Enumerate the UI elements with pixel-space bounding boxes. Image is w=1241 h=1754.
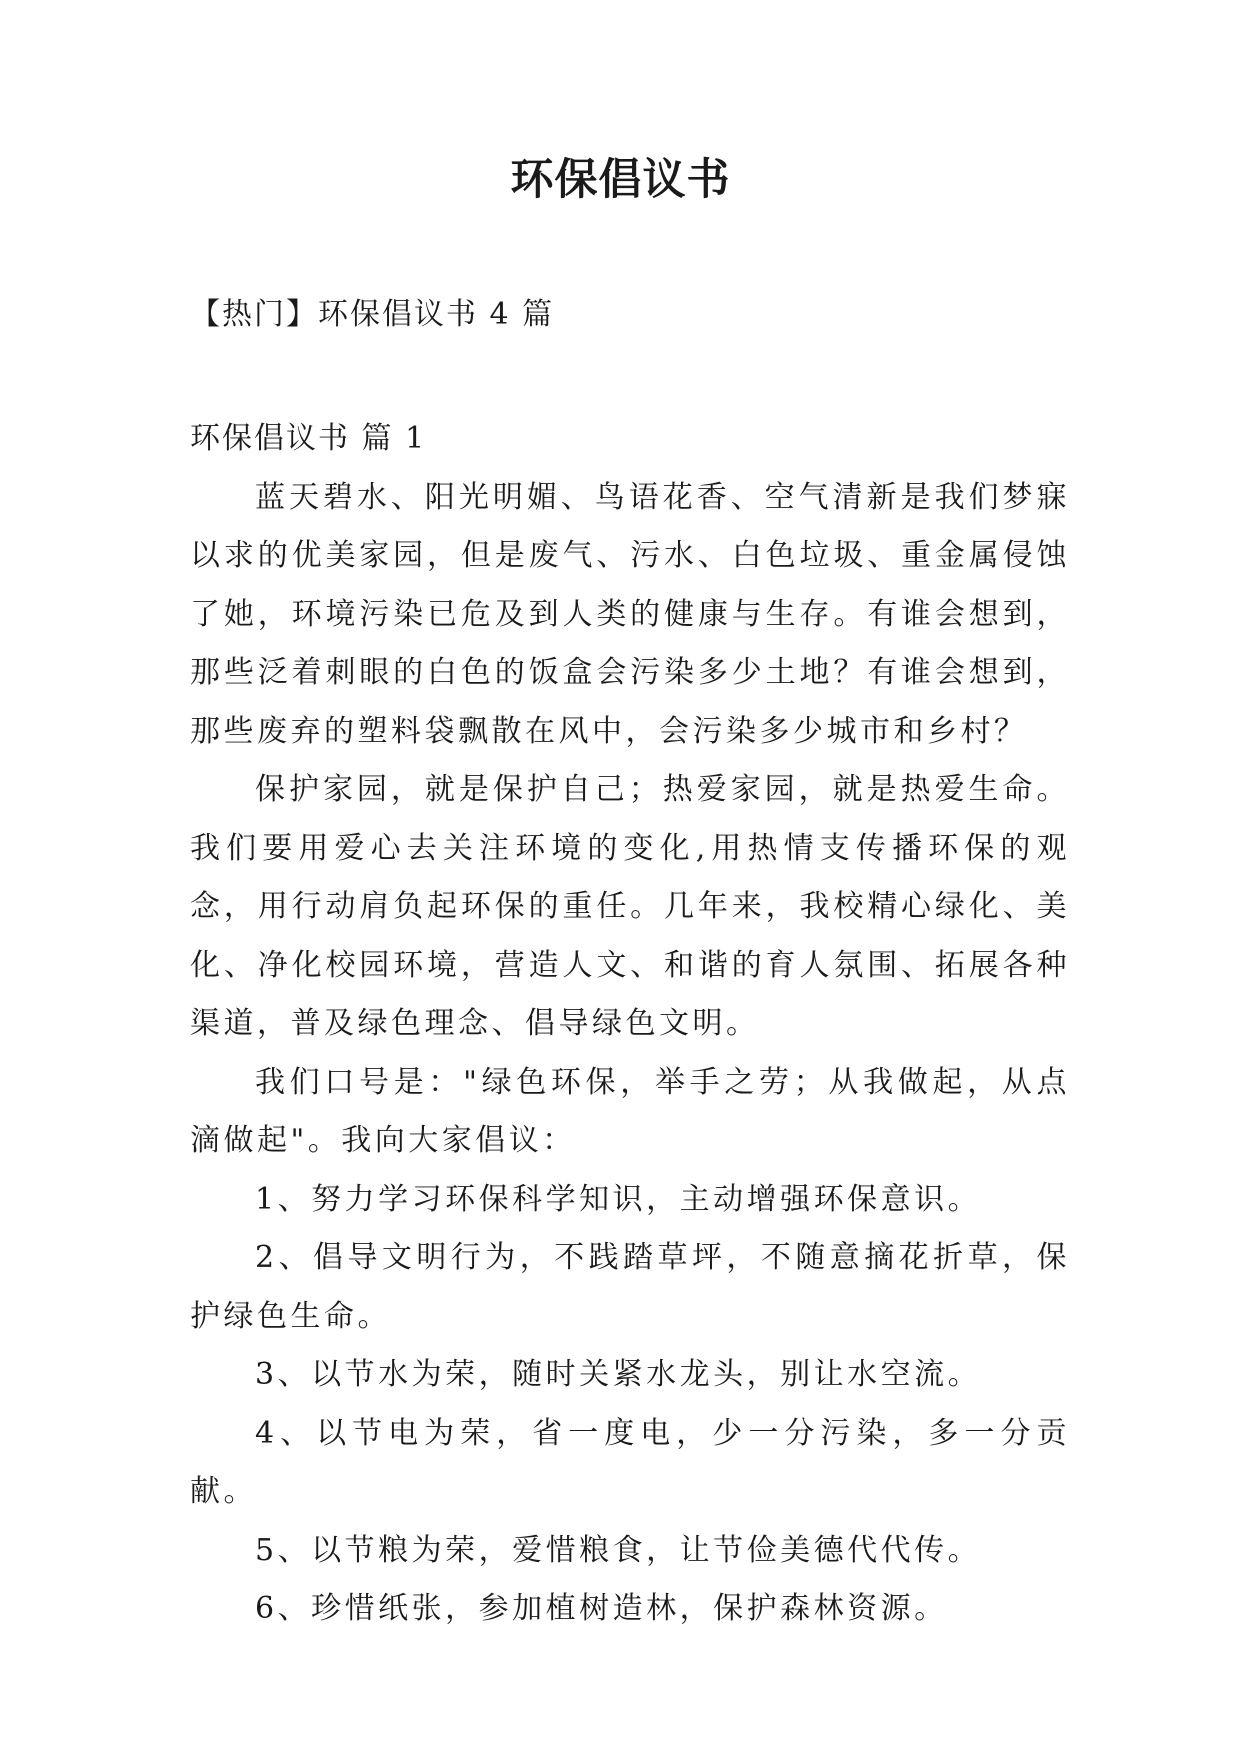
document-subtitle: 【热门】环保倡议书 4 篇	[190, 297, 555, 332]
proposal-item-3: 3、以节水为荣，随时关紧水龙头，别让水空流。	[255, 1357, 982, 1392]
paragraph-intro: 蓝天碧水、阳光明媚、鸟语花香、空气清新是我们梦寐以求的优美家园，但是废气、污水、白色垃圾、重金属侵蚀了她，环境污染已危及到人类的健康与生存。有谁会想到，那些泛着刺眼的白色的饭盒会污染多少土地？有谁会想到，那些废弃的塑料袋飘散在风中，会污染多少城市和乡村？	[190, 479, 1070, 749]
proposal-item-6: 6、珍惜纸张，参加植树造林，保护森林资源。	[255, 1591, 948, 1626]
proposal-item-5: 5、以节粮为荣，爱惜粮食，让节俭美德代代传。	[255, 1532, 982, 1568]
paragraph-slogan: 我们口号是："绿色环保，举手之劳；从我做起，从点滴做起"。我向大家倡议：	[190, 1064, 1070, 1158]
proposal-item-2: 2、倡导文明行为，不践踏草坪，不随意摘花折草，保护绿色生命。	[190, 1240, 1070, 1334]
proposal-item-1: 1、努力学习环保科学知识，主动增强环保意识。	[255, 1181, 982, 1217]
proposal-item-4: 4、以节电为荣，省一度电，少一分污染，多一分贡献。	[190, 1415, 1070, 1509]
section-heading: 环保倡议书 篇 1	[190, 421, 427, 456]
paragraph-protect-home: 保护家园，就是保护自己；热爱家园，就是热爱生命。我们要用爱心去关注环境的变化,用热情支传播环保的观念，用行动肩负起环保的重任。几年来，我校精心绿化、美化、净化校园环境，营造人文、和谐的育人氛围、拓展各种渠道，普及绿色理念、倡导绿色文明。	[190, 772, 1070, 1041]
document-title: 环保倡议书	[510, 155, 731, 205]
document-body	[190, 410, 1070, 1639]
